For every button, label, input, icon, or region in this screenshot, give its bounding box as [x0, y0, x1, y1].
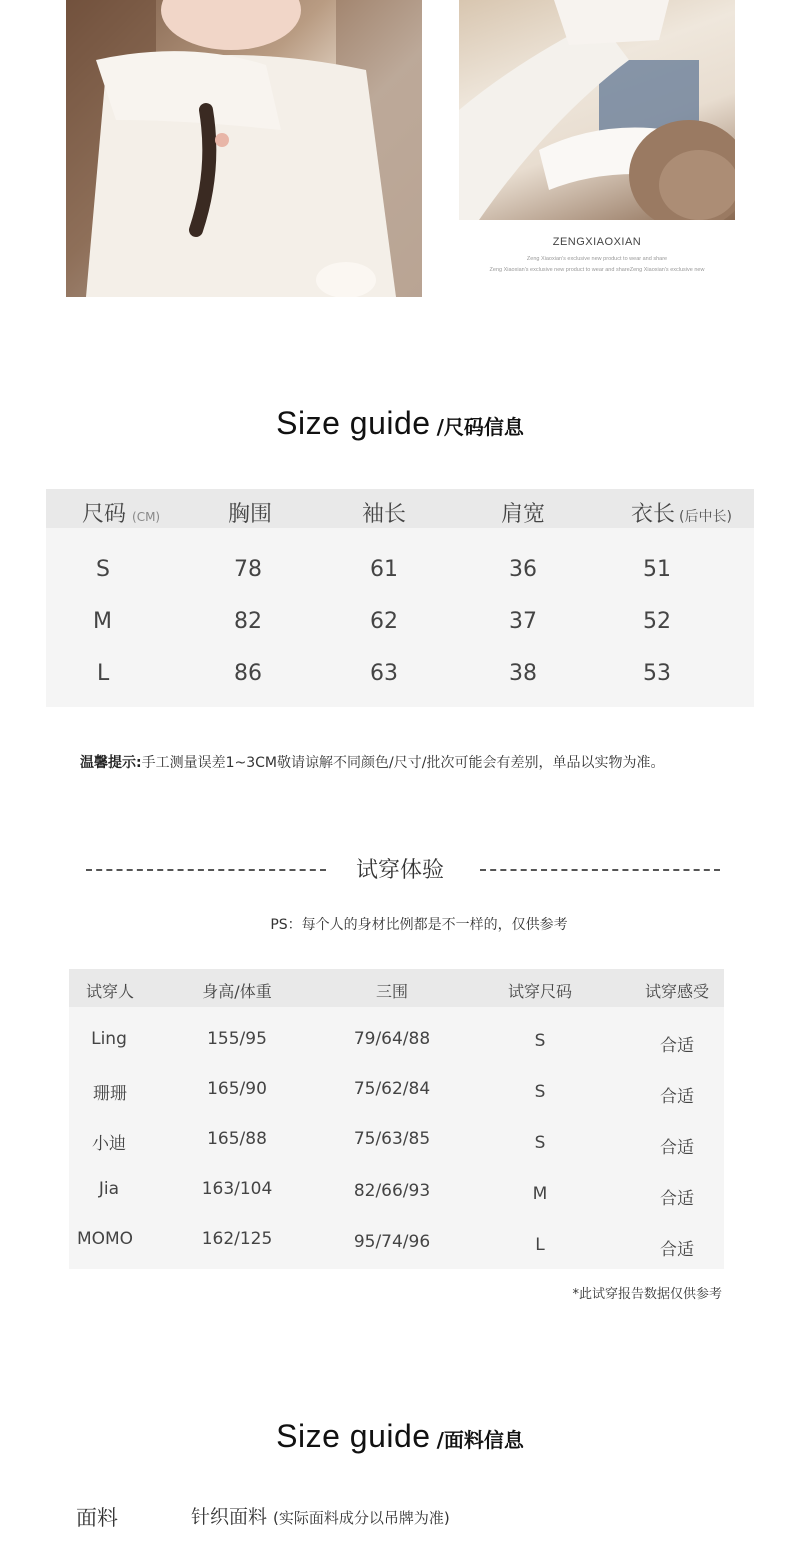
fabric-value: 针织面料 (实际面料成分以吊牌为准) — [191, 1506, 450, 1528]
try-on-header: 试穿尺码 — [507, 982, 573, 1001]
try-on-header: 试穿人 — [85, 982, 135, 1001]
try-on-cell: 小迪 — [92, 1134, 126, 1154]
size-cell: M — [93, 609, 112, 634]
try-on-header: 三围 — [375, 982, 409, 1001]
size-cell: 62 — [370, 609, 398, 634]
try-on-cell: 162/125 — [201, 1229, 273, 1249]
try-on-cell: 合适 — [660, 1087, 694, 1107]
try-on-cell: S — [534, 1082, 546, 1102]
try-on-cell: 合适 — [660, 1240, 694, 1260]
try-on-cell: 165/90 — [207, 1079, 267, 1099]
size-cell: 36 — [509, 557, 537, 582]
brand-tagline-long: Zeng Xiaoxian's exclusive new product to wear and shareZeng Xiaoxian's exclusive new — [489, 267, 705, 273]
measurement-tip — [80, 752, 664, 772]
size-cell: 78 — [234, 557, 262, 582]
fabric-guide-title — [0, 1418, 800, 1455]
fabric-guide-title-en: Size guide — [276, 1418, 431, 1454]
try-on-cell: 合适 — [660, 1036, 694, 1056]
try-on-cell: L — [535, 1235, 545, 1255]
try-on-header: 试穿感受 — [644, 982, 710, 1001]
size-cell: 53 — [643, 661, 671, 686]
try-on-cell: 95/74/96 — [353, 1232, 431, 1252]
size-cell: 61 — [370, 557, 398, 582]
size-header-length: 衣长 (后中长) — [631, 502, 732, 527]
size-guide-title-en: Size guide — [276, 405, 431, 441]
size-cell: 51 — [643, 557, 671, 582]
size-header-shoulder: 肩宽 — [501, 502, 546, 527]
try-on-title: 试穿体验 — [355, 858, 444, 883]
try-on-cell: 珊珊 — [93, 1084, 127, 1104]
size-cell: 38 — [509, 661, 537, 686]
try-on-cell: 82/66/93 — [353, 1181, 431, 1201]
divider-right — [480, 869, 720, 871]
try-on-note: *此试穿报告数据仅供参考 — [572, 1287, 722, 1302]
try-on-cell: 79/64/88 — [353, 1029, 431, 1049]
brand-name: ZENGXIAOXIAN — [552, 236, 642, 248]
fabric-guide-title-cn: /面料信息 — [436, 1428, 524, 1452]
try-on-cell: 75/62/84 — [353, 1079, 431, 1099]
try-on-cell: Ling — [91, 1029, 127, 1049]
size-cell: 86 — [234, 661, 262, 686]
model-photo-front — [66, 0, 422, 297]
size-guide-title-cn: /尺码信息 — [436, 415, 524, 439]
try-on-cell: 合适 — [660, 1189, 694, 1209]
size-table — [46, 489, 754, 707]
fabric-note: (实际面料成分以吊牌为准) — [273, 1509, 450, 1527]
size-cell: L — [97, 661, 110, 686]
size-guide-title — [0, 405, 800, 442]
try-on-cell: 155/95 — [207, 1029, 267, 1049]
try-on-cell: 165/88 — [207, 1129, 267, 1149]
tip-text: 手工测量误差1~3CM敬请谅解不同颜色/尺寸/批次可能会有差别，单品以实物为准。 — [141, 755, 665, 771]
try-on-table — [69, 969, 724, 1269]
brand-tagline: Zeng Xiaoxian's exclusive new product to wear and share — [526, 256, 668, 262]
try-on-cell: S — [534, 1133, 546, 1153]
size-cell: 52 — [643, 609, 671, 634]
size-header-chest: 胸围 — [228, 502, 273, 527]
size-cell: 37 — [509, 609, 537, 634]
try-on-cell: MOMO — [76, 1229, 134, 1249]
size-header-size: 尺码 (CM) — [82, 502, 161, 527]
fabric-label: 面料 — [76, 1506, 118, 1530]
try-on-cell: 75/63/85 — [353, 1129, 431, 1149]
size-cell: 82 — [234, 609, 262, 634]
tip-label: 温馨提示: — [80, 755, 142, 771]
try-on-cell: 合适 — [660, 1138, 694, 1158]
try-on-cell: Jia — [98, 1179, 120, 1199]
try-on-cell: S — [534, 1031, 546, 1051]
size-cell: S — [96, 557, 110, 582]
size-cell: 63 — [370, 661, 398, 686]
model-photo-sleeve — [459, 0, 735, 220]
try-on-cell: M — [532, 1184, 548, 1204]
try-on-ps: PS：每个人的身材比例都是不一样的，仅供参考 — [270, 917, 568, 933]
try-on-cell: 163/104 — [201, 1179, 273, 1199]
size-header-sleeve: 袖长 — [362, 502, 407, 527]
try-on-header: 身高/体重 — [202, 982, 272, 1001]
